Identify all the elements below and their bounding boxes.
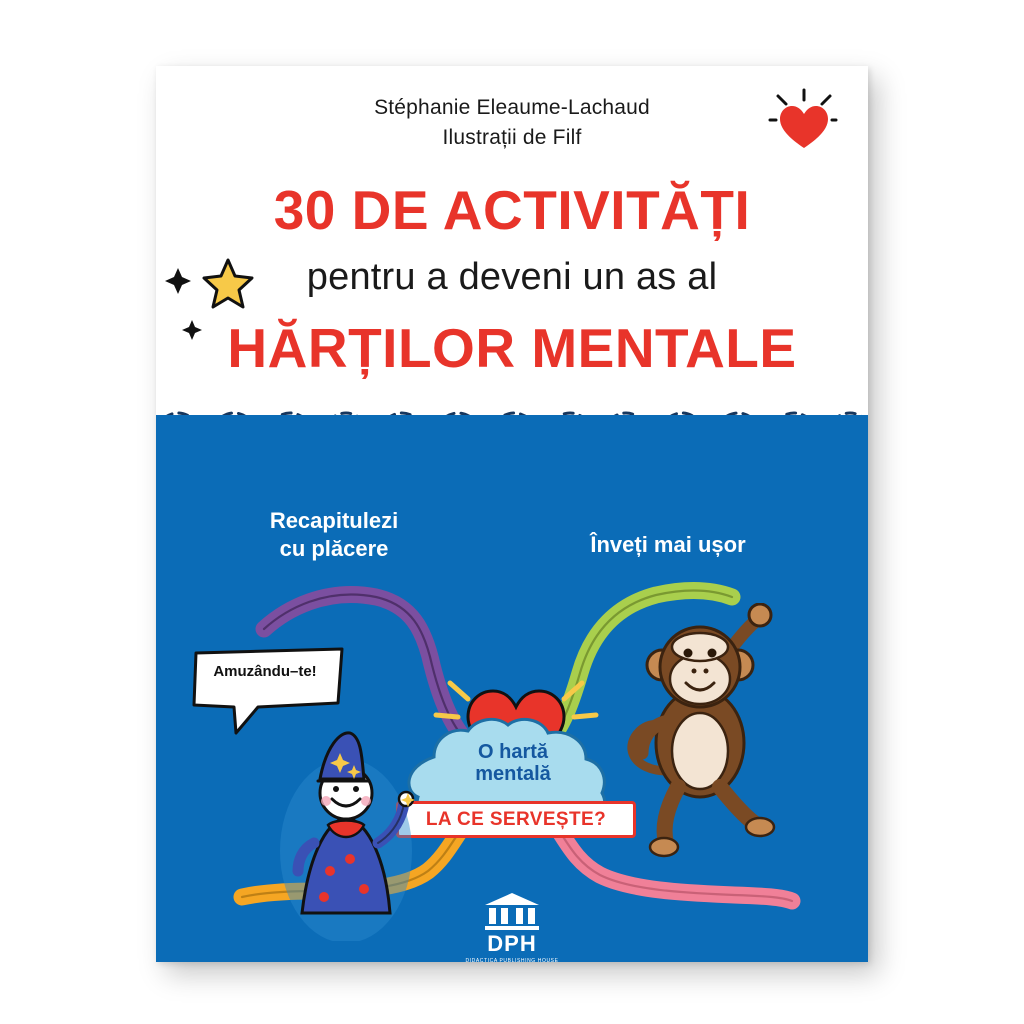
book-cover <box>156 66 868 962</box>
publisher-subtitle: DIDACTICA PUBLISHING HOUSE <box>465 958 559 962</box>
label-recapitulezi-line1: Recapitulezi <box>269 508 399 533</box>
cover-illustration-panel <box>156 415 868 962</box>
speech-bubble-text: Amuzându–te! <box>213 663 317 680</box>
cover-top-section <box>156 66 868 415</box>
publisher-logo <box>452 891 572 962</box>
title-line-2: pentru a deveni un as al <box>306 256 718 298</box>
publisher-name: DPH <box>487 931 537 956</box>
illustrator-credit: Ilustrații de Filf <box>442 126 582 149</box>
question-banner-text: LA CE SERVEȘTE? <box>425 808 607 830</box>
title-line-1: 30 DE ACTIVITĂȚI <box>273 179 751 241</box>
monkey-character <box>608 603 818 863</box>
heart-doodle-icon <box>764 86 844 166</box>
star-doodle-icon <box>156 236 276 356</box>
publisher-building-icon <box>481 891 543 931</box>
cloud-line-1: O hartă <box>477 741 549 763</box>
author-name: Stéphanie Eleaume-Lachaud <box>374 96 650 119</box>
cloud-line-2: mentală <box>475 763 551 786</box>
title-line-3: HĂRȚILOR MENTALE <box>227 317 797 379</box>
label-recapitulezi <box>234 507 434 562</box>
wizard-character <box>268 731 458 941</box>
label-inveti: Înveți mai ușor <box>590 532 746 557</box>
label-recapitulezi-line2: cu plăcere <box>279 535 389 561</box>
